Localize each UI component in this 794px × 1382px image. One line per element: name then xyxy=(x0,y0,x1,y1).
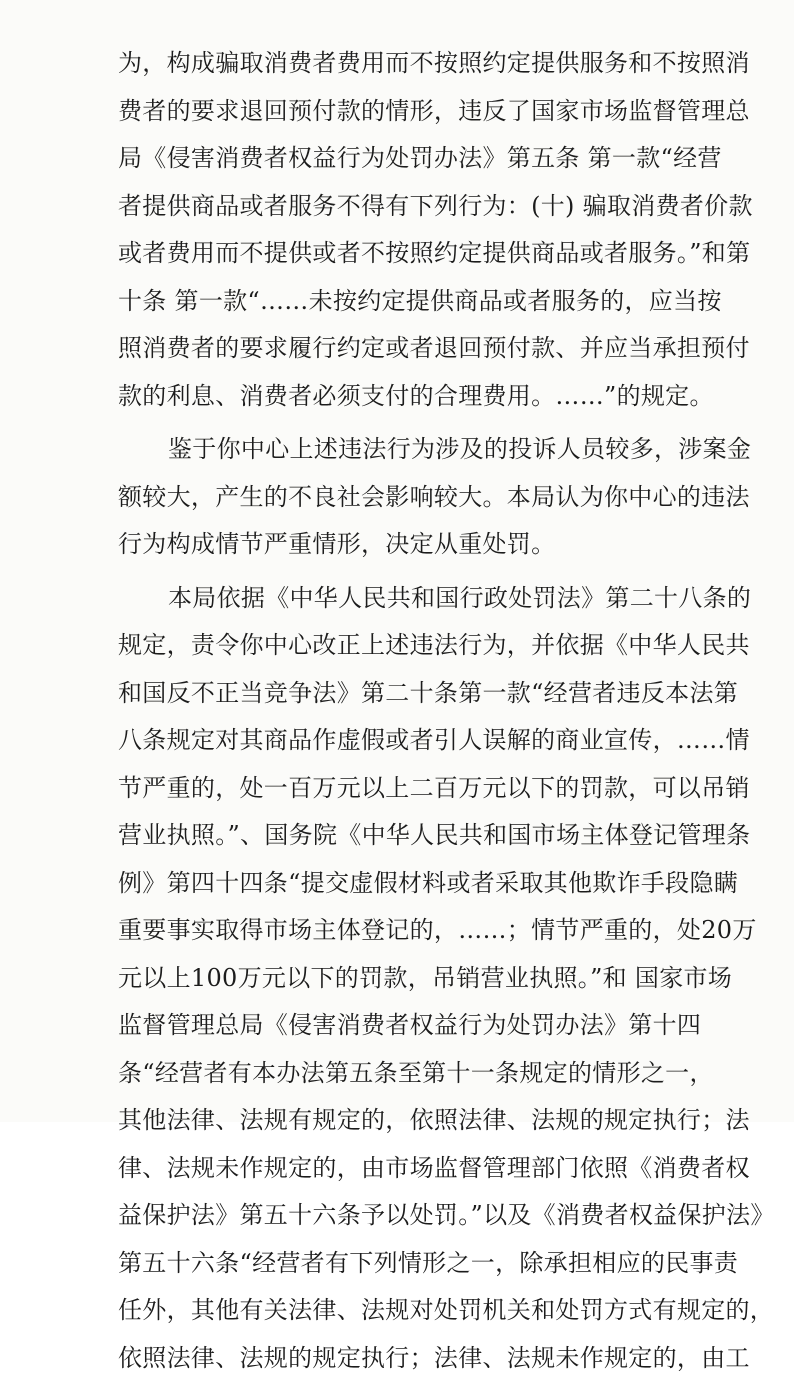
text-line-content: 本局依据《中华人民共和国行政处罚法》第二十八条的 xyxy=(168,584,751,612)
text-line: 任外，其他有关法律、法规对处罚机关和处罚方式有规定的， xyxy=(118,1287,698,1335)
text-line: 费者的要求退回预付款的情形，违反了国家市场监督管理总 xyxy=(118,88,698,136)
text-line: 重要事实取得市场主体登记的，……；情节严重的，处20万 xyxy=(118,907,698,955)
paragraph-legal-basis xyxy=(118,575,698,1382)
text-line: 条“经营者有本办法第五条至第十一条规定的情形之一， xyxy=(118,1050,698,1098)
text-line: 照消费者的要求履行约定或者退回预付款、并应当承担预付 xyxy=(118,325,698,373)
text-line: 或者费用而不提供或者不按照约定提供商品或者服务。”和第 xyxy=(118,230,698,278)
text-line: 规定，责令你中心改正上述违法行为，并依据《中华人民共 xyxy=(118,622,698,670)
text-line: 局《侵害消费者权益行为处罚办法》第五条 第一款“经营 xyxy=(118,135,698,183)
text-line: 八条规定对其商品作虚假或者引人误解的商业宣传，……情 xyxy=(118,717,698,765)
text-line: 第五十六条“经营者有下列情形之一，除承担相应的民事责 xyxy=(118,1240,698,1288)
text-line: 监督管理总局《侵害消费者权益行为处罚办法》第十四 xyxy=(118,1002,698,1050)
text-line-content: 鉴于你中心上述违法行为涉及的投诉人员较多，涉案金 xyxy=(168,435,751,463)
text-line: 元以上100万元以下的罚款，吊销营业执照。”和 国家市场 xyxy=(118,955,698,1003)
text-line: 例》第四十四条“提交虚假材料或者采取其他欺诈手段隐瞒 xyxy=(118,860,698,908)
text-line: 节严重的，处一百万元以上二百万元以下的罚款，可以吊销 xyxy=(118,765,698,813)
text-line: 者提供商品或者服务不得有下列行为：(十) 骗取消费者价款 xyxy=(118,183,698,231)
text-line xyxy=(118,426,698,474)
text-line: 营业执照。”、国务院《中华人民共和国市场主体登记管理条 xyxy=(118,812,698,860)
text-line: 益保护法》第五十六条予以处罚。”以及《消费者权益保护法》 xyxy=(118,1192,698,1240)
text-line: 额较大，产生的不良社会影响较大。本局认为你中心的违法 xyxy=(118,474,698,522)
text-line: 款的利息、消费者必须支付的合理费用。……”的规定。 xyxy=(118,373,698,421)
paragraph-violation xyxy=(118,40,698,420)
text-line: 和国反不正当竞争法》第二十条第一款“经营者违反本法第 xyxy=(118,670,698,718)
text-line: 行为构成情节严重情形，决定从重处罚。 xyxy=(118,521,698,569)
text-line: 十条 第一款“……未按约定提供商品或者服务的，应当按 xyxy=(118,278,698,326)
document-body xyxy=(118,40,698,1382)
paragraph-severity xyxy=(118,426,698,569)
text-line xyxy=(118,575,698,623)
text-line: 其他法律、法规有规定的，依照法律、法规的规定执行；法 xyxy=(118,1097,698,1145)
text-line: 律、法规未作规定的，由市场监督管理部门依照《消费者权 xyxy=(118,1145,698,1193)
text-line: 为，构成骗取消费者费用而不按照约定提供服务和不按照消 xyxy=(118,40,698,88)
text-line: 依照法律、法规的规定执行；法律、法规未作规定的，由工 xyxy=(118,1335,698,1382)
